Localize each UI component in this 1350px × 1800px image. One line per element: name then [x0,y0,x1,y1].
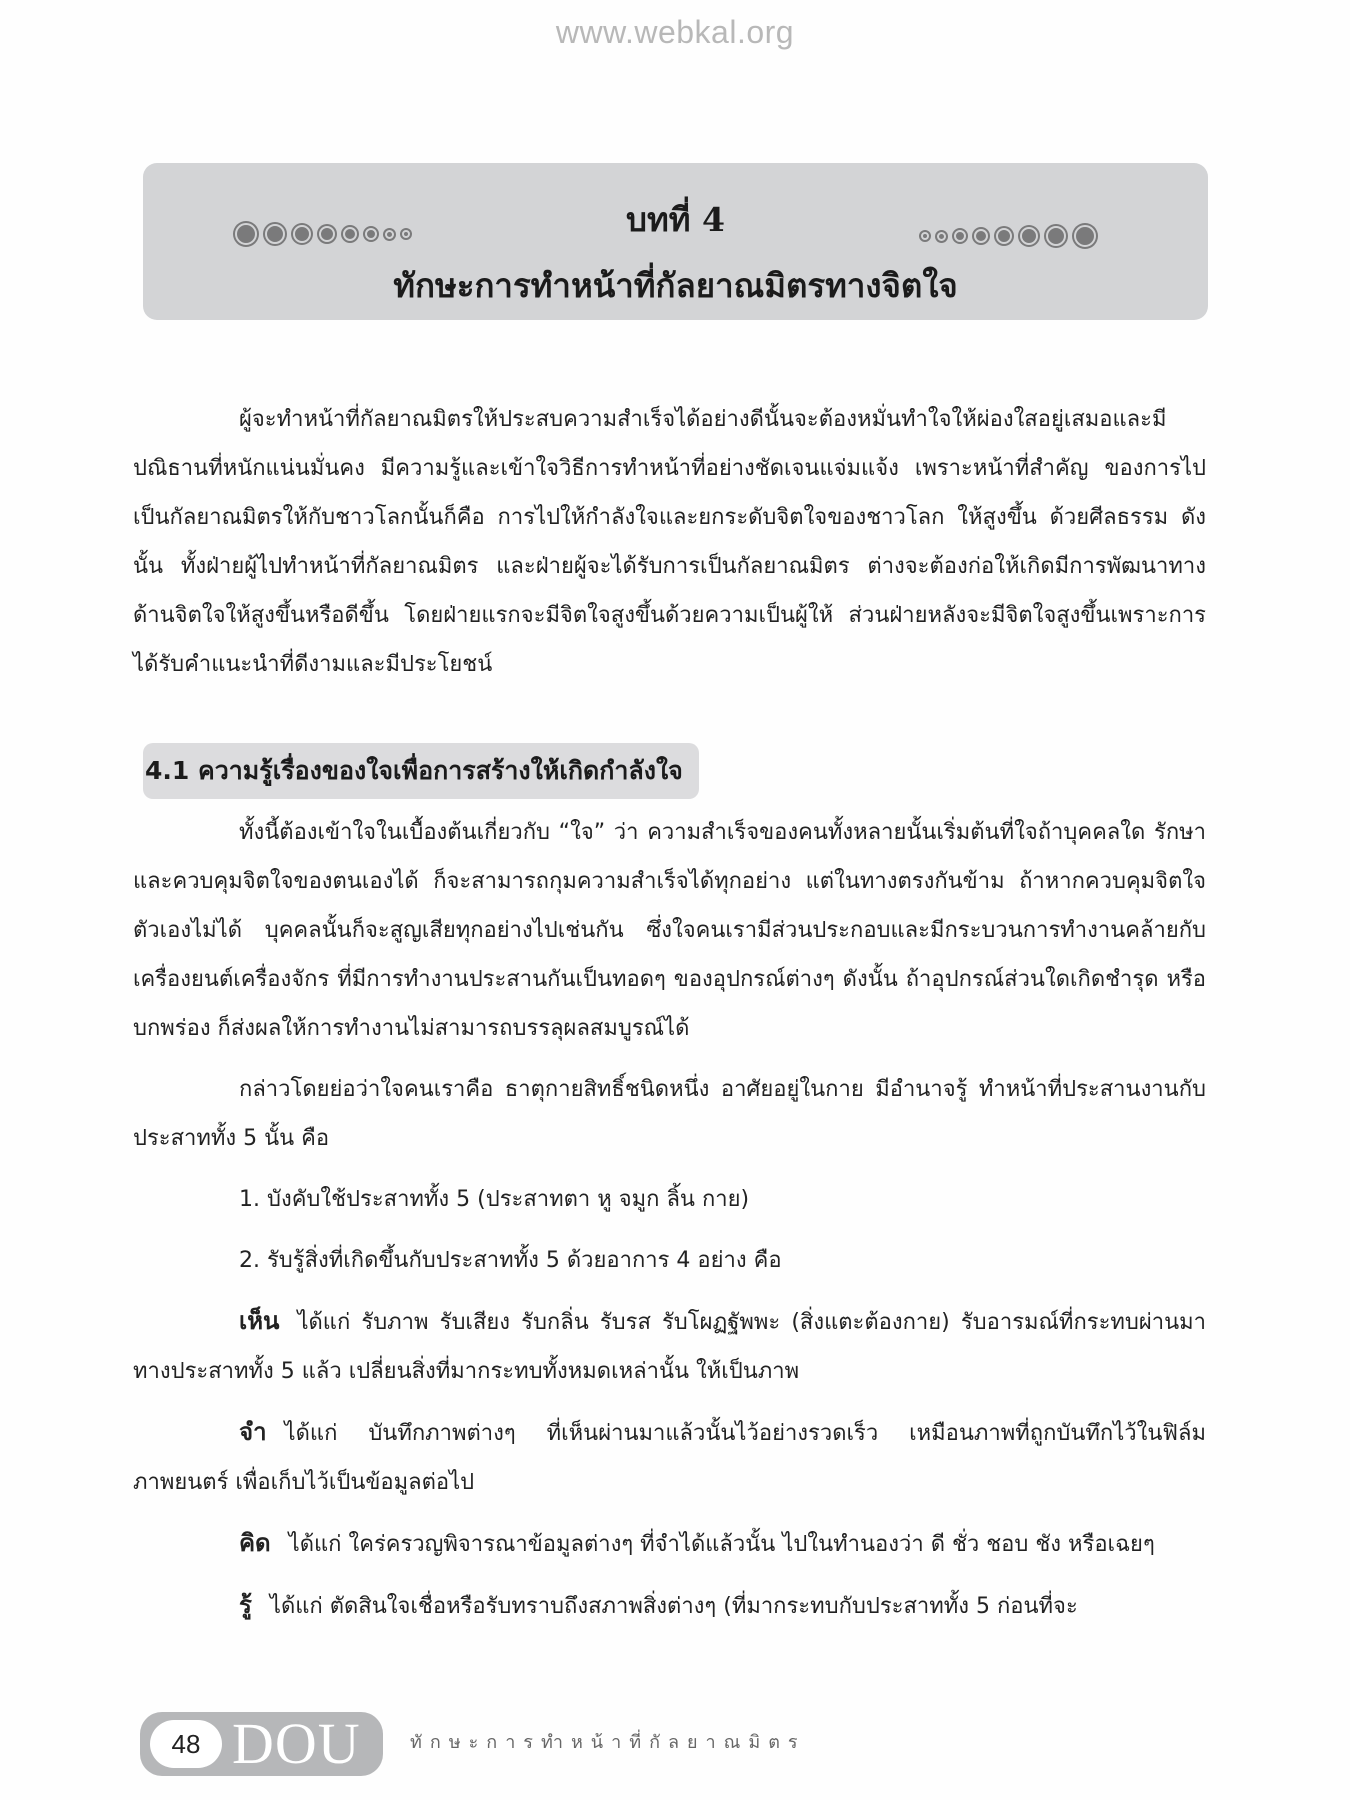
dou-logo: DOU [232,1711,361,1776]
chapter-banner [143,163,1208,320]
term-remember [133,1408,1206,1507]
chapter-number: บทที่ 4 [626,200,725,239]
term-see [133,1297,1206,1396]
page-number: 48 [150,1720,222,1768]
section-paragraph-2: กล่าวโดยย่อว่าใจคนเราคือ ธาตุกายสิทธิ์ชนิดหนึ่ง อาศัยอยู่ในกาย มีอำนาจรู้ ทำหน้าที่ประสานงานกับประสาททั้ง 5 นั้น คือ [133,1077,1206,1151]
running-title: ทักษะการทำหน้าที่กัลยาณมิตร [410,1732,806,1753]
section-paragraph-1: ทั้งนี้ต้องเข้าใจในเบื้องต้นเกี่ยวกับ “ใจ” ว่า ความสำเร็จของคนทั้งหลายนั้นเริ่มต้นที่ใจถ้าบุคคลใด รักษาและควบคุมจิตใจของตนเองได้ ก็จะสามารถกุมความสำเร็จได้ทุกอย่าง แต่ในทางตรงกันข้าม ถ้าหากควบคุมจิตใจตัวเองไม่ได้ บุคคลนั้นก็จะสูญเสียทุกอย่างไปเช่นกัน ซึ่งใจคนเรามีส่วนประกอบและมีกระบวนการทำงานคล้ายกับเครื่องยนต์เครื่องจักร ที่มีการทำงานประสานกันเป็นทอดๆ ของอุปกรณ์ต่างๆ ดังนั้น ถ้าอุปกรณ์ส่วนใดเกิดชำรุด หรือบกพร่อง ก็ส่งผลให้การทำงานไม่สามารถบรรลุผลสมบูรณ์ได้ [133,820,1206,1041]
watermark: www.webkal.org [555,14,795,50]
chapter-title: ทักษะการทำหน้าที่กัลยาณมิตรทางจิตใจ [393,266,958,305]
term-definition: ได้แก่ ใคร่ครวญพิจารณาข้อมูลต่างๆ ที่จำได้แล้วนั้น ไปในทำนองว่า ดี ชั่ว ชอบ ชัง หรือเฉยๆ [288,1532,1155,1557]
term-definition: ได้แก่ รับภาพ รับเสียง รับกลิ่น รับรส รับโผฏฐัพพะ (สิ่งแตะต้องกาย) รับอารมณ์ที่กระทบผ่านมาทางประสาททั้ง 5 แล้ว เปลี่ยนสิ่งที่มากระทบทั้งหมดเหล่านั้น ให้เป็นภาพ [133,1310,1206,1384]
intro-paragraph: ผู้จะทำหน้าที่กัลยาณมิตรให้ประสบความสำเร็จได้อย่างดีนั้นจะต้องหมั่นทำใจให้ผ่องใสอยู่เสมอและมีปณิธานที่หนักแน่นมั่นคง มีความรู้และเข้าใจวิธีการทำหน้าที่อย่างชัดเจนแจ่มแจ้ง เพราะหน้าที่สำคัญ ของการไปเป็นกัลยาณมิตรให้กับชาวโลกนั้นก็คือ การไปให้กำลังใจและยกระดับจิตใจของชาวโลก ให้สูงขึ้น ด้วยศีลธรรม ดังนั้น ทั้งฝ่ายผู้ไปทำหน้าที่กัลยาณมิตร และฝ่ายผู้จะได้รับการเป็นกัลยาณมิตร ต่างจะต้องก่อให้เกิดมีการพัฒนาทางด้านจิตใจให้สูงขึ้นหรือดีขึ้น โดยฝ่ายแรกจะมีจิตใจสูงขึ้นด้วยความเป็นผู้ให้ ส่วนฝ่ายหลังจะมีจิตใจสูงขึ้นเพราะการได้รับคำแนะนำที่ดีงามและมีประโยชน์ [133,407,1206,677]
section-body [133,808,1206,1631]
intro-paragraph-block [133,395,1206,689]
list-item-2: 2. รับรู้สิ่งที่เกิดขึ้นกับประสาททั้ง 5 ด้วยอาการ 4 อย่าง คือ [239,1248,782,1273]
term-definition: ได้แก่ บันทึกภาพต่างๆ ที่เห็นผ่านมาแล้วนั้นไว้อย่างรวดเร็ว เหมือนภาพที่ถูกบันทึกไว้ในฟิล์มภาพยนตร์ เพื่อเก็บไว้เป็นข้อมูลต่อไป [133,1421,1206,1495]
list-item-1: 1. บังคับใช้ประสาททั้ง 5 (ประสาทตา หู จมูก ลิ้น กาย) [239,1187,750,1212]
term-label: คิด [239,1529,271,1557]
term-label: จำ [239,1418,267,1446]
section-heading: 4.1 ความรู้เรื่องของใจเพื่อการสร้างให้เกิดกำลังใจ [143,743,699,799]
term-label: เห็น [239,1307,280,1335]
term-definition: ได้แก่ ตัดสินใจเชื่อหรือรับทราบถึงสภาพสิ่งต่างๆ (ที่มากระทบกับประสาททั้ง 5 ก่อนที่จะ [269,1594,1078,1619]
term-think [133,1519,1206,1569]
term-know [133,1581,1206,1631]
footer-badge [140,1712,383,1776]
term-label: รู้ [239,1591,252,1619]
